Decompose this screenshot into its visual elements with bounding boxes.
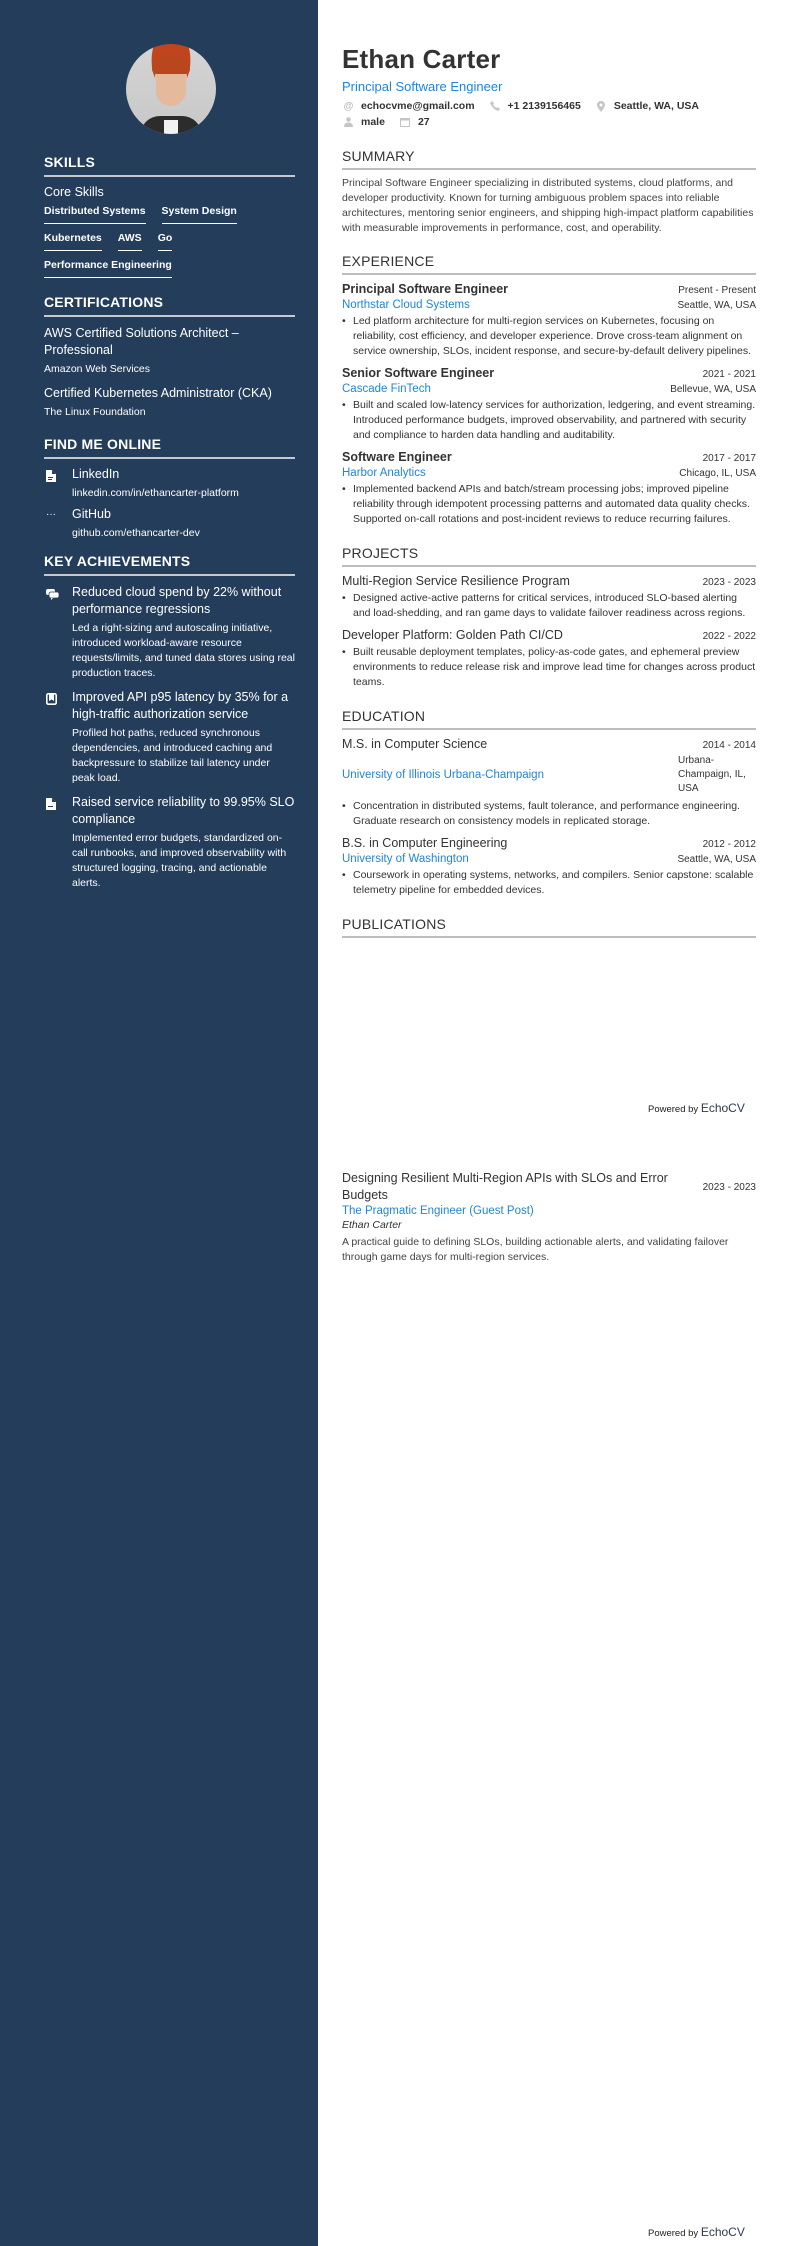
online-link-name: GitHub — [72, 507, 111, 521]
phone-value: +1 2139156465 — [507, 100, 581, 112]
powered-by-footer-page2 — [648, 2225, 745, 2239]
project-entry — [342, 574, 756, 621]
project-name: Multi-Region Service Resilience Program — [342, 574, 570, 588]
education-bullet — [342, 799, 756, 829]
job-location: Seattle, WA, USA — [677, 300, 756, 311]
experience-section — [342, 253, 756, 527]
project-dates: 2023 - 2023 — [702, 577, 756, 588]
main-content — [342, 44, 756, 938]
publication-desc: A practical guide to defining SLOs, building actionable alerts, and validating failover through game days for multi-region services. — [342, 1236, 729, 1263]
job-dates: 2017 - 2017 — [702, 453, 756, 464]
age-value: 27 — [417, 116, 430, 128]
skill-chip: Kubernetes — [44, 230, 102, 251]
experience-entry — [342, 450, 756, 527]
online-link-github[interactable] — [44, 507, 295, 539]
school-name[interactable]: University of Illinois Urbana-Champaign — [342, 769, 544, 781]
project-bullet — [342, 645, 756, 690]
achievement-item — [44, 584, 295, 681]
skill-chip: Go — [158, 230, 173, 251]
bullet-dot: • — [342, 315, 346, 327]
avatar-shirt — [164, 120, 178, 134]
certifications-section — [44, 294, 295, 418]
achievement-title: Improved API p95 latency by 35% for a high-traffic authorization service — [72, 690, 289, 721]
bullet-text: Built reusable deployment templates, policy-as-code gates, and ephemeral preview environments to reduce release risk and improve lead time for changes across product teams. — [353, 646, 756, 688]
company-name[interactable]: Harbor Analytics — [342, 467, 426, 479]
bullet-dot: • — [342, 483, 346, 495]
contact-age — [399, 116, 430, 128]
education-location: Urbana-Champaign, IL, USA — [678, 755, 746, 794]
job-dates: Present - Present — [678, 285, 756, 296]
degree-name: B.S. in Computer Engineering — [342, 836, 508, 850]
at-sign-icon: @ — [343, 100, 354, 112]
certification-issuer: The Linux Foundation — [44, 406, 146, 418]
publication-author: Ethan Carter — [342, 1219, 402, 1231]
chat-bubbles-icon — [44, 584, 72, 681]
sidebar — [0, 0, 318, 2246]
summary-text: Principal Software Engineer specializing in distributed systems, cloud platforms, and developer productivity. Known for turning ambiguous problem spaces into reliable architectures, mentoring senior engineers, and shipping high-impact platform capabilities with measurable improvements in performance, cost, and operability. — [342, 177, 754, 234]
bullet-dot: • — [342, 646, 346, 658]
contact-email[interactable] — [342, 100, 475, 112]
summary-title: SUMMARY — [342, 148, 756, 170]
job-location: Bellevue, WA, USA — [670, 384, 756, 395]
online-link-url[interactable]: github.com/ethancarter-dev — [72, 527, 200, 539]
ellipsis-icon: ··· — [46, 509, 56, 520]
achievement-title: Reduced cloud spend by 22% without performance regressions — [72, 585, 282, 616]
bullet-text: Coursework in operating systems, networks, and compilers. Senior capstone: scalable telemetry pipeline for embedded devices. — [353, 869, 754, 896]
achievement-desc: Led a right-sizing and autoscaling initiative, introduced workload-aware resource requests/limits, and tuned data stores using real production traces. — [72, 622, 295, 679]
publication-publisher[interactable]: The Pragmatic Engineer (Guest Post) — [342, 1205, 534, 1217]
job-bullet — [342, 398, 756, 443]
achievements-section — [44, 553, 295, 891]
powered-label: Powered by — [648, 2228, 699, 2239]
bookmark-icon — [44, 689, 72, 786]
education-bullet — [342, 868, 756, 898]
achievement-desc: Profiled hot paths, reduced synchronous dependencies, and introduced caching and backpressure to stabilize tail latency under peak load. — [72, 727, 273, 784]
job-bullet — [342, 314, 756, 359]
core-skills-label: Core Skills — [44, 185, 104, 199]
education-title: EDUCATION — [342, 708, 756, 730]
summary-section — [342, 148, 756, 236]
bullet-dot: • — [342, 800, 346, 812]
projects-section — [342, 545, 756, 690]
bullet-dot: • — [342, 592, 346, 604]
bullet-text: Led platform architecture for multi-region services on Kubernetes, focusing on reliability, cost efficiency, and developer experience. Drove cross-team alignment on service ownership, SLOs, incident response, and secure-by-default delivery pipelines. — [353, 315, 752, 357]
contact-gender — [342, 116, 385, 128]
education-location: Seattle, WA, USA — [677, 854, 756, 865]
online-link-name: LinkedIn — [72, 467, 120, 481]
certification-name: Certified Kubernetes Administrator (CKA) — [44, 386, 272, 400]
skills-title: SKILLS — [44, 154, 295, 177]
publication-entry — [342, 1170, 756, 1265]
avatar — [126, 44, 216, 134]
project-dates: 2022 - 2022 — [702, 631, 756, 642]
job-dates: 2021 - 2021 — [702, 369, 756, 380]
certification-name: AWS Certified Solutions Architect – Professional — [44, 326, 239, 357]
job-title: Principal Software Engineer — [342, 282, 509, 296]
powered-by-footer-page1 — [648, 1101, 745, 1115]
school-name[interactable]: University of Washington — [342, 853, 469, 865]
job-title: Software Engineer — [342, 450, 452, 464]
contact-phone[interactable] — [489, 100, 581, 112]
avatar-hair — [152, 56, 190, 74]
online-link-url[interactable]: linkedin.com/in/ethancarter-platform — [72, 487, 239, 499]
gender-value: male — [361, 116, 385, 128]
map-pin-icon — [595, 101, 608, 112]
experience-entry — [342, 282, 756, 359]
phone-icon — [489, 101, 502, 112]
resume-header — [342, 44, 756, 132]
project-bullet — [342, 591, 756, 621]
education-dates: 2014 - 2014 — [702, 740, 756, 751]
job-bullet — [342, 482, 756, 527]
bullet-dot: • — [342, 399, 346, 411]
company-name[interactable]: Northstar Cloud Systems — [342, 299, 470, 311]
education-section — [342, 708, 756, 898]
calendar-icon — [399, 117, 412, 128]
candidate-role: Principal Software Engineer — [342, 79, 503, 94]
job-title: Senior Software Engineer — [342, 366, 495, 380]
brand-link[interactable]: EchoCV — [700, 2225, 745, 2239]
online-title: FIND ME ONLINE — [44, 436, 295, 459]
person-icon — [342, 117, 355, 128]
skill-chip: System Design — [162, 203, 237, 224]
bullet-text: Designed active-active patterns for critical services, introduced SLO-based alerting and load-shedding, and ran game days to validate failover readiness across regions. — [353, 592, 746, 619]
location-value: Seattle, WA, USA — [613, 100, 700, 112]
publications-title: PUBLICATIONS — [342, 916, 756, 938]
certifications-title: CERTIFICATIONS — [44, 294, 295, 317]
skills-section — [44, 154, 295, 284]
degree-name: M.S. in Computer Science — [342, 737, 488, 751]
file-icon — [44, 794, 72, 891]
publication-title: Designing Resilient Multi-Region APIs with SLOs and Error Budgets — [342, 1171, 668, 1202]
experience-title: EXPERIENCE — [342, 253, 756, 275]
job-location: Chicago, IL, USA — [679, 468, 756, 479]
bullet-dot: • — [342, 869, 346, 881]
achievement-desc: Implemented error budgets, standardized on-call runbooks, and improved observability with structured logging, tracing, and actionable alerts. — [72, 832, 287, 889]
online-link-linkedin[interactable] — [44, 467, 295, 499]
skill-chip: AWS — [118, 230, 142, 251]
bullet-text: Concentration in distributed systems, fault tolerance, and performance engineering. Graduate research on consistency models in replicated storage. — [353, 800, 740, 827]
education-dates: 2012 - 2012 — [702, 839, 756, 850]
skill-chips — [44, 203, 295, 284]
bullet-text: Built and scaled low-latency services for authorization, ledgering, and event streaming. Introduced performance budgets, improved observability, and partnered with security and compliance to harden data handling and auditability. — [353, 399, 756, 441]
education-entry — [342, 836, 756, 898]
projects-title: PROJECTS — [342, 545, 756, 567]
bullet-text: Implemented backend APIs and batch/stream processing jobs; improved pipeline reliability through idempotent processing patterns and automated data quality checks. Supported on-call rotations and post-incident reviews to reduce recurring failures. — [353, 483, 750, 525]
contact-location — [595, 100, 699, 112]
email-value: echocvme@gmail.com — [361, 100, 475, 112]
document-icon — [44, 467, 72, 499]
candidate-name: Ethan Carter — [342, 44, 501, 74]
publication-dates: 2023 - 2023 — [702, 1181, 756, 1193]
publications-section — [342, 916, 756, 938]
online-section — [44, 436, 295, 539]
project-entry — [342, 628, 756, 690]
experience-entry — [342, 366, 756, 443]
achievements-title: KEY ACHIEVEMENTS — [44, 553, 295, 576]
achievement-title: Raised service reliability to 99.95% SLO compliance — [72, 795, 295, 826]
achievement-item — [44, 689, 295, 786]
achievement-item — [44, 794, 295, 891]
powered-label: Powered by — [648, 1104, 699, 1115]
company-name[interactable]: Cascade FinTech — [342, 383, 431, 395]
skill-chip: Performance Engineering — [44, 257, 172, 278]
certification-issuer: Amazon Web Services — [44, 363, 151, 375]
brand-link[interactable]: EchoCV — [700, 1101, 745, 1115]
contact-info — [342, 100, 756, 132]
project-name: Developer Platform: Golden Path CI/CD — [342, 628, 563, 642]
education-entry — [342, 737, 756, 829]
skill-chip: Distributed Systems — [44, 203, 146, 224]
